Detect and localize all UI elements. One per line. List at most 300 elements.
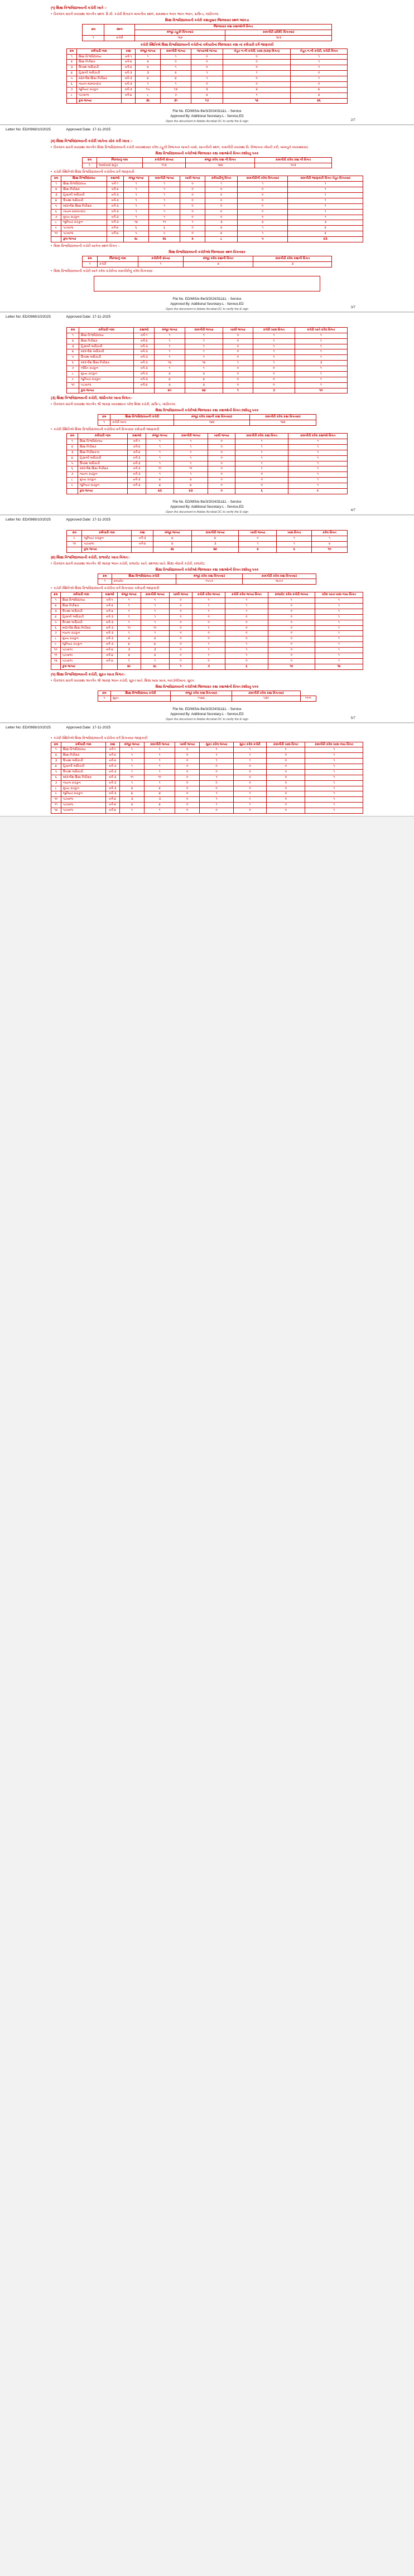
col-header: મંજૂર જગ્યા <box>117 592 141 598</box>
cell: ૧ <box>305 791 363 797</box>
cell: વર્ગ-૧ <box>122 54 136 60</box>
col-header: કામગીરી ખાસ વિગત <box>267 742 305 747</box>
cell: ૦ <box>291 71 348 76</box>
cell: ૦ <box>200 780 234 786</box>
section-bullet <box>51 562 363 566</box>
cell: વર્ગ-૩ <box>105 780 119 786</box>
cell: ૧ <box>233 747 266 753</box>
cell: ૦ <box>205 187 238 193</box>
cell: ૨ <box>205 226 238 231</box>
cell: કુલ જગ્યા <box>79 388 134 393</box>
col-header: કામગીરી જગ્યા <box>149 176 180 182</box>
cell: ૨ <box>141 636 169 642</box>
table-row <box>67 478 348 483</box>
page-number: 3/7 <box>350 305 355 309</box>
col-header: કામગીરી કરેલ કક્ષાઓ વિગત <box>288 434 348 439</box>
cell: ૦ <box>268 658 315 664</box>
cell: ૧૪૨ <box>174 420 249 426</box>
cell <box>67 488 78 494</box>
col-header: કરેલ ખાતા ખાસ નવ્ય વિગત <box>315 592 363 598</box>
cell: ૨ <box>154 382 185 388</box>
table-body <box>67 536 348 552</box>
cell: ૦ <box>267 797 305 803</box>
table-row <box>51 631 363 636</box>
cell: વર્ગ-૧ <box>134 333 154 338</box>
cell: ૧૧ <box>145 775 175 780</box>
cell: મદદનીશ શિક્ષા નિરીક્ષક <box>76 76 121 82</box>
cell: ૧૩૦ <box>232 696 301 702</box>
cell: ૦ <box>180 203 205 209</box>
cell: શિક્ષા નિરીક્ષક <box>76 60 121 65</box>
letter-number: Letter No: ED/0969/10/2025 <box>6 725 51 730</box>
cell: ૧ <box>200 775 234 780</box>
cell: મુખ્ય કારકુન <box>60 636 102 642</box>
col-header: કચેરી કરેલ જગ્યા <box>192 592 225 598</box>
cell: ૧૫ <box>136 87 161 93</box>
cell: શિક્ષા વિશ્વવિદ્યાલય <box>61 747 105 753</box>
cell: ૧ <box>145 759 175 764</box>
cell: ૦ <box>223 377 253 382</box>
cell: ૨ <box>67 444 78 450</box>
cell: નાયબ મામલતદાર <box>76 81 121 87</box>
cell: ૧ <box>295 382 347 388</box>
table-body <box>67 333 348 393</box>
cell: ૦ <box>169 636 192 642</box>
cell: વર્ગ-૩ <box>105 775 119 780</box>
cell: ૯ <box>67 536 82 541</box>
cell: ૦ <box>223 60 290 65</box>
cell: ૦ <box>253 382 295 388</box>
bullet-dot: • <box>51 13 52 16</box>
cell: હિસાબી અધિકારી <box>78 455 127 461</box>
cell: ૫ <box>67 355 79 361</box>
cell <box>128 488 146 494</box>
cell: વર્ગ-૩ <box>122 81 136 87</box>
cell: ૭ <box>67 472 78 478</box>
cell: મુખ્ય કારકુન <box>79 371 134 377</box>
cell: ૧ <box>295 338 347 344</box>
cell: મદદનીશ અધિકારી <box>79 349 134 355</box>
cell: વર્ગ-૨ <box>102 609 118 614</box>
cell: ૦ <box>238 193 288 198</box>
table-row <box>51 203 363 209</box>
table-row <box>67 93 348 98</box>
col-header: ક્રમ <box>67 327 79 333</box>
cell: ૧ <box>315 598 363 604</box>
table-row <box>51 609 363 614</box>
cell: ૧ <box>200 759 234 764</box>
cell: વર્ગ-૧ <box>107 182 123 187</box>
table-row <box>51 653 363 658</box>
cell: ૧ <box>305 797 363 803</box>
cell: ૧ <box>233 803 266 808</box>
cell: ૭ <box>51 780 61 786</box>
cell: ૧ <box>235 444 288 450</box>
cell: ૧ <box>277 536 312 541</box>
cell: ૨ <box>51 753 61 759</box>
cell: ૨ <box>51 604 61 609</box>
cell: વર્ગ-૨ <box>107 187 123 193</box>
cell: ૧ <box>225 598 268 604</box>
cell: વર્ગ-૪ <box>132 541 153 547</box>
cell: ૧ <box>315 642 363 648</box>
cell: કુલ જગ્યા <box>60 664 102 669</box>
table-row <box>67 87 348 93</box>
document-sheet-5 <box>0 731 414 816</box>
cell: ૩૬ <box>136 98 161 104</box>
cell: ૦ <box>169 642 192 648</box>
col-header: ક્રમ <box>51 592 61 598</box>
cell: ૧ <box>295 333 347 338</box>
cell: ૧ <box>51 747 61 753</box>
cell: ૧ <box>295 371 347 377</box>
col-header: કક્ષા <box>122 48 136 54</box>
cell: ૧ <box>191 71 223 76</box>
cell: ૧૧૩ <box>142 163 186 168</box>
cell: ૧ <box>83 35 104 41</box>
col-header: જિલ્લાવાર કક્ષા કક્ષાઓની વિગત <box>135 25 332 30</box>
table-row <box>67 483 348 489</box>
cell: ૦ <box>233 780 266 786</box>
col-header: રાજકોટ કરેલ કચેરી જગ્યા <box>268 592 315 598</box>
cell: ૧ <box>117 620 141 625</box>
cell: ૨ <box>223 87 290 93</box>
cell: ૪ <box>153 536 191 541</box>
table-body <box>83 261 332 267</box>
esign-note: Open the document in Adobe Acrobat DC to verify the E-sign <box>165 120 249 124</box>
cell: મદદનીશ શિક્ષા નિરીક્ષક <box>61 775 105 780</box>
table-row <box>67 338 348 344</box>
cell: ૧ <box>233 753 266 759</box>
table-caption: કચેરી સ્થિતિએ શિક્ષા વિશ્વવિદ્યાલયની કચેરીનાં કર્મચારીનાં જિલ્લાવાર કક્ષા નાં કર્મચારી વર્ગે જાણકારી <box>140 43 274 47</box>
cell: નાયબ કારકુન <box>61 780 105 786</box>
cell: ૦ <box>233 786 266 791</box>
cell: ૧ <box>141 614 169 620</box>
table-row <box>51 620 363 625</box>
cell: ૦ <box>175 786 200 791</box>
cell: ૨ <box>67 338 79 344</box>
cell: ૧ <box>288 187 363 193</box>
approved-date: Approved Date: 17-11-2025 <box>66 314 111 319</box>
cell: ૧ <box>123 187 149 193</box>
cell: ૦ <box>267 759 305 764</box>
data-table <box>51 742 363 814</box>
cell <box>102 664 118 669</box>
cell: ૪ <box>185 377 223 382</box>
cell: ૨૪ <box>191 547 238 552</box>
cell: ૧ <box>305 780 363 786</box>
cell: શિક્ષા નિરીક્ષકના <box>78 450 127 455</box>
cell: વર્ગ-૧ <box>105 747 119 753</box>
cell: મદદનીશ શિક્ષા નિરીક્ષક <box>79 361 134 366</box>
cell: ૨ <box>119 786 145 791</box>
cell: ૧ <box>315 653 363 658</box>
cell: વર્ગ-૩ <box>107 209 123 215</box>
table-row <box>67 547 348 552</box>
cell: વર્ગ-૩ <box>132 536 153 541</box>
cell: ૨ <box>288 226 363 231</box>
col-header: મંજૂર ટહુકી વિગતવાર <box>135 30 225 35</box>
section-heading: (૫) શિક્ષા વિશ્વવિદ્યાલયની કચેરી, સુરત ખાતા વિગત:- <box>51 672 126 677</box>
cell: ૧ <box>149 209 180 215</box>
cell: ૧ <box>192 653 225 658</box>
cell: ૧ <box>253 344 295 349</box>
col-header: જગ્યાઓ જગ્યા <box>191 48 223 54</box>
cell: ૮ <box>205 237 238 242</box>
cell: ૮ <box>136 93 161 98</box>
cell: ૯ <box>67 483 78 489</box>
col-header: ખાલી જગ્યા <box>180 176 205 182</box>
cell: ૧ <box>146 444 174 450</box>
col-header: ખાલી જગ્યા <box>208 434 235 439</box>
cell: ૧ <box>315 648 363 653</box>
table-caption: શિક્ષા વિશ્વવિદ્યાલયની કચેરીઓ જિલ્લાવાર કક્ષા કક્ષાઓની વિગત દર્શાવતુ પત્રક <box>155 152 259 155</box>
cell: ઉપસ્થ અધિકારી <box>61 759 105 764</box>
cell: ૦ <box>169 609 192 614</box>
cell: ૩ <box>288 220 363 226</box>
cell: ૧ <box>174 455 208 461</box>
table-header-row <box>83 25 332 30</box>
cell: ૧૧ <box>174 466 208 472</box>
cell <box>51 237 61 242</box>
cell: ૦ <box>239 536 277 541</box>
col-header: કામગીરી જગ્યા <box>160 48 191 54</box>
cell: ૦ <box>268 620 315 625</box>
cell: વર્ગ-૩ <box>128 472 146 478</box>
cell: ૫ <box>123 231 149 237</box>
cell: વર્ગ-૩ <box>105 786 119 791</box>
cell: ૭ <box>160 93 191 98</box>
cell: ઉપસ્થ અધિકારી <box>60 620 102 625</box>
col-header: કક્ષાઓ <box>134 327 154 333</box>
cell: ૦ <box>180 226 205 231</box>
cell: ૨ <box>185 371 223 377</box>
col-header: ખાસ વિગત <box>277 531 312 536</box>
cell: ૧ <box>200 791 234 797</box>
cell: વર્ગ-૨ <box>122 60 136 65</box>
table-body <box>67 54 348 104</box>
cell: ૦ <box>291 81 348 87</box>
cell: ૨ <box>146 478 174 483</box>
table-row <box>51 791 363 797</box>
cell: ૦ <box>180 187 205 193</box>
cell: ૦ <box>200 786 234 791</box>
cell: ૨૬ <box>153 547 191 552</box>
cell: ૦ <box>223 338 253 344</box>
cell: ૩ <box>191 541 238 547</box>
cell: ૧ <box>174 461 208 466</box>
cell: ૫ <box>67 461 78 466</box>
cell: ૪૩ <box>288 237 363 242</box>
cell: ૧ <box>288 450 348 455</box>
col-header: ક્રમ <box>67 434 78 439</box>
cell: ઉપસ્થ અધિકારી <box>79 355 134 361</box>
cell: ૧૧ <box>51 803 61 808</box>
table-header-row <box>67 434 348 439</box>
cell: ૧ <box>141 631 169 636</box>
col-header: મંજૂર કરેલ કક્ષા વિગતવાર <box>176 573 242 579</box>
page-footer <box>51 109 363 124</box>
cell: વર્ગ-૩ <box>105 791 119 797</box>
col-header: કચેરીની સંખ્યા <box>138 256 183 261</box>
cell: ૧૨ <box>154 361 185 366</box>
cell: પટાવાળા <box>61 231 107 237</box>
table-caption: શિક્ષા વિશ્વવિદ્યાલયની કચેરી કક્ષાનુસાર જિલ્લાવાર સ્થળ આંકડા <box>165 19 249 22</box>
cell: ૧ <box>146 455 174 461</box>
cell: ૨ <box>160 71 191 76</box>
cell: ૧ <box>117 609 141 614</box>
cell: વર્ગ-૨ <box>105 759 119 764</box>
cell: વર્ગ-૪ <box>105 808 119 814</box>
cell: ૦ <box>238 203 288 209</box>
cell: ૦ <box>268 653 315 658</box>
cell: ૧ <box>117 658 141 664</box>
cell: ૬ <box>67 81 77 87</box>
col-header: ખાલી જગ્યા <box>175 742 200 747</box>
cell: ૧ <box>146 472 174 478</box>
col-header: કર્મચારીનું વિગત <box>205 176 238 182</box>
cell: ૪૬ <box>291 98 348 104</box>
cell <box>51 664 61 669</box>
cell: ૦ <box>253 371 295 377</box>
table-row <box>51 231 363 237</box>
cell: ૧ <box>288 466 348 472</box>
file-number: File No. ED/MIS/e-file/3/2024/311&1. - Service <box>172 500 242 504</box>
col-header: ક્રમ <box>98 573 112 579</box>
page-number: 5/7 <box>350 716 355 720</box>
cell: ૧ <box>253 349 295 355</box>
table-header-row <box>98 415 316 420</box>
cell: ૧ <box>145 764 175 770</box>
cell: ૭ <box>51 215 61 220</box>
cell: ૯ <box>51 791 61 797</box>
cell: હિસાબી અધિકારી <box>76 71 121 76</box>
cell: ૧ <box>123 215 149 220</box>
approved-by: Approved By: Additional Secretary-L - Service,ED <box>170 115 244 119</box>
cell: ૦ <box>223 65 290 71</box>
cell: ૧ <box>119 769 145 775</box>
cell: ૯ <box>67 377 79 382</box>
cell: ૦ <box>267 769 305 775</box>
cell: ૧ <box>51 182 61 187</box>
cell: ૧ <box>185 338 223 344</box>
cell: ૧ <box>295 377 347 382</box>
cell: ૪ <box>191 536 238 541</box>
table-row <box>67 98 348 104</box>
cell: ૦ <box>267 791 305 797</box>
cell: ૦ <box>268 648 315 653</box>
cell: વર્ગ-૪ <box>102 648 118 653</box>
cell: ૧ <box>225 609 268 614</box>
cell: ૧ <box>225 604 268 609</box>
cell: ૧ <box>315 658 363 664</box>
cell: વર્ગ-૩ <box>134 355 154 361</box>
cell: ૪ <box>154 377 185 382</box>
cell: ૧ <box>174 472 208 478</box>
col-header: કચેરી ખાતે કરેલ વિગત <box>295 327 347 333</box>
table-body <box>51 182 363 242</box>
cell: ૧ <box>98 579 112 585</box>
section-bullet <box>51 270 363 274</box>
cell: ઉપસ્થ અધિકારી <box>60 609 102 614</box>
cell: ૧ <box>205 182 238 187</box>
cell: ૦ <box>175 775 200 780</box>
cell: કચેરી <box>97 261 138 267</box>
table-row <box>67 76 348 82</box>
cell: ૦ <box>169 625 192 631</box>
cell: ૦ <box>205 215 238 220</box>
cell: ૧ <box>315 604 363 609</box>
cell: વર્ગ-૩ <box>134 366 154 372</box>
cell: હિસાબી અધિકારી <box>79 344 134 349</box>
page-number: 4/7 <box>350 509 355 512</box>
cell: ૮ <box>67 371 79 377</box>
cell: વર્ગ-૪ <box>105 797 119 803</box>
cell: ૧ <box>312 536 348 541</box>
table-header-row <box>67 327 348 333</box>
section-heading: (૩) શિક્ષા વિશ્વવિદ્યાલયની કચેરી, ગાંધીનગર ખાતા વિગત:- <box>51 396 133 401</box>
cell: ૪ <box>160 76 191 82</box>
cell: ૧ <box>277 541 312 547</box>
cell: ૧ <box>117 598 141 604</box>
col-header: કામગીરી જગ્યા <box>141 592 169 598</box>
cell <box>67 98 77 104</box>
cell: ૧ <box>291 54 348 60</box>
cell: ૧૦ <box>51 648 61 653</box>
col-header: કક્ષાઓ <box>107 176 123 182</box>
table-row <box>67 377 348 382</box>
col-header: કામગીરી જગ્યા <box>191 531 238 536</box>
cell: ૦ <box>200 764 234 770</box>
cell: ૦ <box>267 753 305 759</box>
cell: ૦ <box>225 658 268 664</box>
cell: પટાવાળા <box>61 808 105 814</box>
cell: ૧ <box>305 747 363 753</box>
col-header: કક્ષા <box>105 742 119 747</box>
cell: ૩૧ <box>160 98 191 104</box>
cell: ૨૮ <box>123 237 149 242</box>
cell: ૨ <box>117 653 141 658</box>
table-row <box>51 215 363 220</box>
cell: ૪ <box>51 198 61 203</box>
table-row <box>51 753 363 759</box>
table-row <box>67 444 348 450</box>
cell: શિક્ષા વિશ્વવિદ્યાલય <box>60 598 102 604</box>
section-bullet <box>51 13 363 17</box>
bullet-text: શિક્ષા વિશ્વવિદ્યાલયની કચેરી ખાતેના સ્થળ વિગત :- <box>54 244 120 248</box>
cell <box>67 547 82 552</box>
table-row <box>51 786 363 791</box>
cell: મુખ્ય કારકુન <box>61 786 105 791</box>
data-table <box>66 48 348 104</box>
table-body <box>83 163 332 168</box>
col-header: ક્રમ <box>51 742 61 747</box>
cell: ૧ <box>288 198 363 203</box>
cell: ૨૪ <box>185 388 223 393</box>
cell: નાયબ કારકુન <box>60 631 102 636</box>
table-body <box>98 579 316 585</box>
cell: ૩ <box>141 648 169 653</box>
cell: ૦ <box>235 483 288 489</box>
col-header: મંજૂર જગ્યા <box>123 176 149 182</box>
cell: ૧ <box>149 182 180 187</box>
cell: જુનિયર કારકુન <box>78 483 127 489</box>
cell: વર્ગ-૩ <box>107 198 123 203</box>
cell: ૨ <box>180 237 205 242</box>
cell: ૧ <box>119 759 145 764</box>
col-header: સુરત કરેલ કચેરી <box>233 742 266 747</box>
cell: ૯ <box>51 642 61 648</box>
